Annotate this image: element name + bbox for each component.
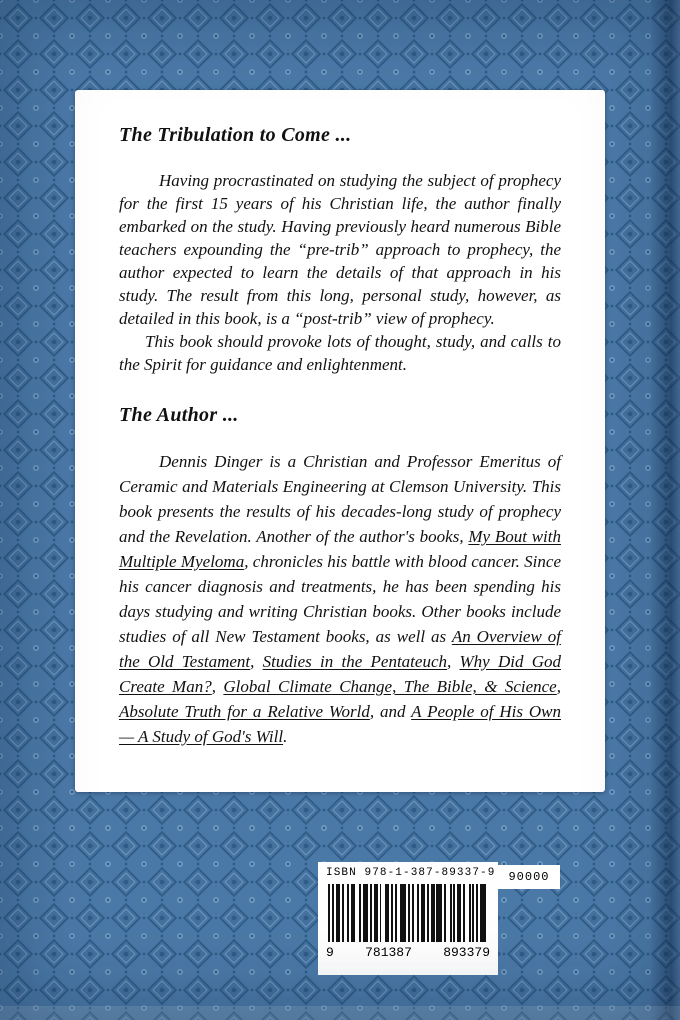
barcode-box [318, 862, 498, 975]
bar [457, 884, 461, 942]
bar [363, 884, 369, 942]
bar [427, 884, 429, 942]
bar [421, 884, 425, 942]
isbn-text: ISBN 978-1-387-89337-9 [326, 867, 496, 879]
author-heading: The Author ... [119, 404, 239, 426]
bar [336, 884, 340, 942]
bar [417, 884, 419, 942]
tribulation-paragraph: Having procrastinated on studying the subject of prophecy for the first 15 years of his Christian life, the author finally embarked on the study. Having previously heard numerous Bible teachers expounding the “pre-trib” approach to prophecy, the author expected to learn the details of that approach in his study. The result from this long, personal study, however, as detailed in this book, is a “post-trib” view of prophecy. [119, 171, 561, 328]
book-title: Why Did God Create Man? [119, 652, 562, 696]
digit-group-right: 893379 [443, 945, 490, 960]
bar [342, 884, 344, 942]
bar [408, 884, 410, 942]
author-text: , [250, 652, 263, 671]
digit-group-mid: 781387 [365, 945, 412, 960]
author-text: , [447, 652, 460, 671]
author-text: , and [369, 702, 412, 721]
barcode-digits [326, 945, 490, 960]
book-title: Global Climate Change, The Bible, & Science [223, 677, 557, 696]
author-text: . [283, 727, 288, 746]
bar [463, 884, 465, 942]
digit-group-left: 9 [326, 945, 334, 960]
bar [444, 884, 446, 942]
author-paragraph [119, 449, 561, 749]
tribulation-paragraph-2: This book should provoke lots of thought, study, and calls to the Spirit for guidance and enlightenment. [119, 332, 561, 374]
bar [374, 884, 378, 942]
bar [400, 884, 406, 942]
bar [431, 884, 435, 942]
book-title: My Bout with Multiple Myeloma [119, 527, 561, 571]
book-title: Studies in the Pentateuch [262, 652, 447, 671]
bar [469, 884, 471, 942]
bar [370, 884, 372, 942]
price-code: 90000 [508, 870, 550, 884]
author-text: , [211, 677, 224, 696]
bar [380, 884, 382, 942]
bar [332, 884, 334, 942]
bar [436, 884, 442, 942]
tribulation-heading: The Tribulation to Come ... [119, 124, 352, 146]
price-code-tab [498, 865, 560, 889]
author-text: , [556, 677, 561, 696]
book-title: A People of His Own — A Study of God's Will [119, 702, 561, 746]
bar [385, 884, 389, 942]
bar [359, 884, 361, 942]
bar [347, 884, 349, 942]
bar [395, 884, 397, 942]
bar [391, 884, 393, 942]
book-title: Absolute Truth for a Relative World [119, 702, 370, 721]
bar [476, 884, 478, 942]
bar [351, 884, 355, 942]
author-text: , chronicles his battle with blood cancer. Since his cancer diagnosis and treatments, he has been spending his days studying and writing Christian books. Other books include studies of all New Testament books, as well as [119, 552, 561, 646]
bar [480, 884, 486, 942]
content-panel [75, 90, 605, 792]
author-text: Dennis Dinger is a Christian and Professor Emeritus of Ceramic and Materials Engineering at Clemson University. This book presents the results of his decades-long study of prophecy and the Revelation. Another of the author's books, [119, 452, 561, 546]
bar [453, 884, 455, 942]
bar [328, 884, 330, 942]
barcode-panel [318, 862, 550, 975]
bar [412, 884, 414, 942]
barcode-bars [326, 884, 490, 942]
book-title: An Overview of the Old Testament [119, 627, 561, 671]
bar [472, 884, 474, 942]
bar [450, 884, 452, 942]
